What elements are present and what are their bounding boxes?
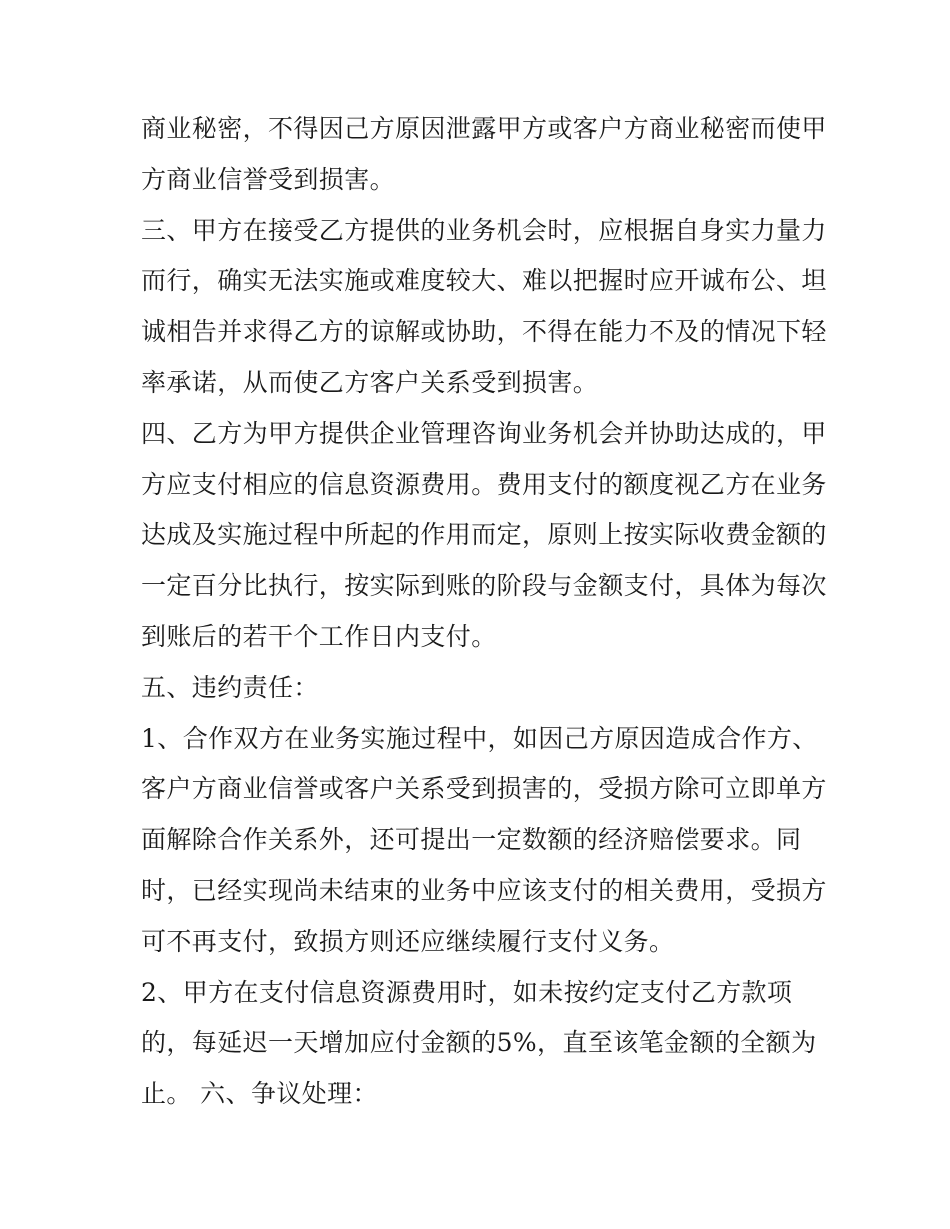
text-line: 一定百分比执行，按实际到账的阶段与金额支付，具体为每次 [141,571,827,601]
text-line: 方应支付相应的信息资源费用。费用支付的额度视乙方在业务 [141,469,827,499]
text-line: 诚相告并求得乙方的谅解或协助，不得在能力不及的情况下轻 [141,317,827,347]
text-line: 可不再支付，致损方则还应继续履行支付义务。 [141,926,675,956]
text-line: 三、甲方在接受乙方提供的业务机会时，应根据自身实力量力 [141,215,827,245]
text-line: 面解除合作关系外，还可提出一定数额的经济赔偿要求。同 [141,825,802,855]
text-line: 1、合作双方在业务实施过程中，如因己方原因造成合作方、 [141,723,818,753]
text-line: 2、甲方在支付信息资源费用时，如未按约定支付乙方款项 [141,977,793,1007]
text-line: 而行，确实无法实施或难度较大、难以把握时应开诚布公、坦 [141,266,827,296]
text-line: 时，已经实现尚未结束的业务中应该支付的相关费用，受损方 [141,875,827,905]
text-line: 方商业信誉受到损害。 [141,164,396,194]
text-line: 率承诺，从而使乙方客户关系受到损害。 [141,367,599,397]
text-line: 到账后的若干个工作日内支付。 [141,621,497,651]
text-line: 客户方商业信誉或客户关系受到损害的，受损方除可立即单方 [141,774,827,804]
text-line: 止。 六、争议处理： [141,1079,378,1109]
text-line: 四、乙方为甲方提供企业管理咨询业务机会并协助达成的，甲 [141,418,827,448]
text-line: 商业秘密，不得因己方原因泄露甲方或客户方商业秘密而使甲 [141,114,827,143]
text-line: 达成及实施过程中所起的作用而定，原则上按实际收费金额的 [141,520,827,550]
section-heading: 五、违约责任： [141,672,319,702]
document-body [141,104,827,1120]
text-line: 的，每延迟一天增加应付金额的5%，直至该笔金额的全额为 [141,1028,817,1058]
